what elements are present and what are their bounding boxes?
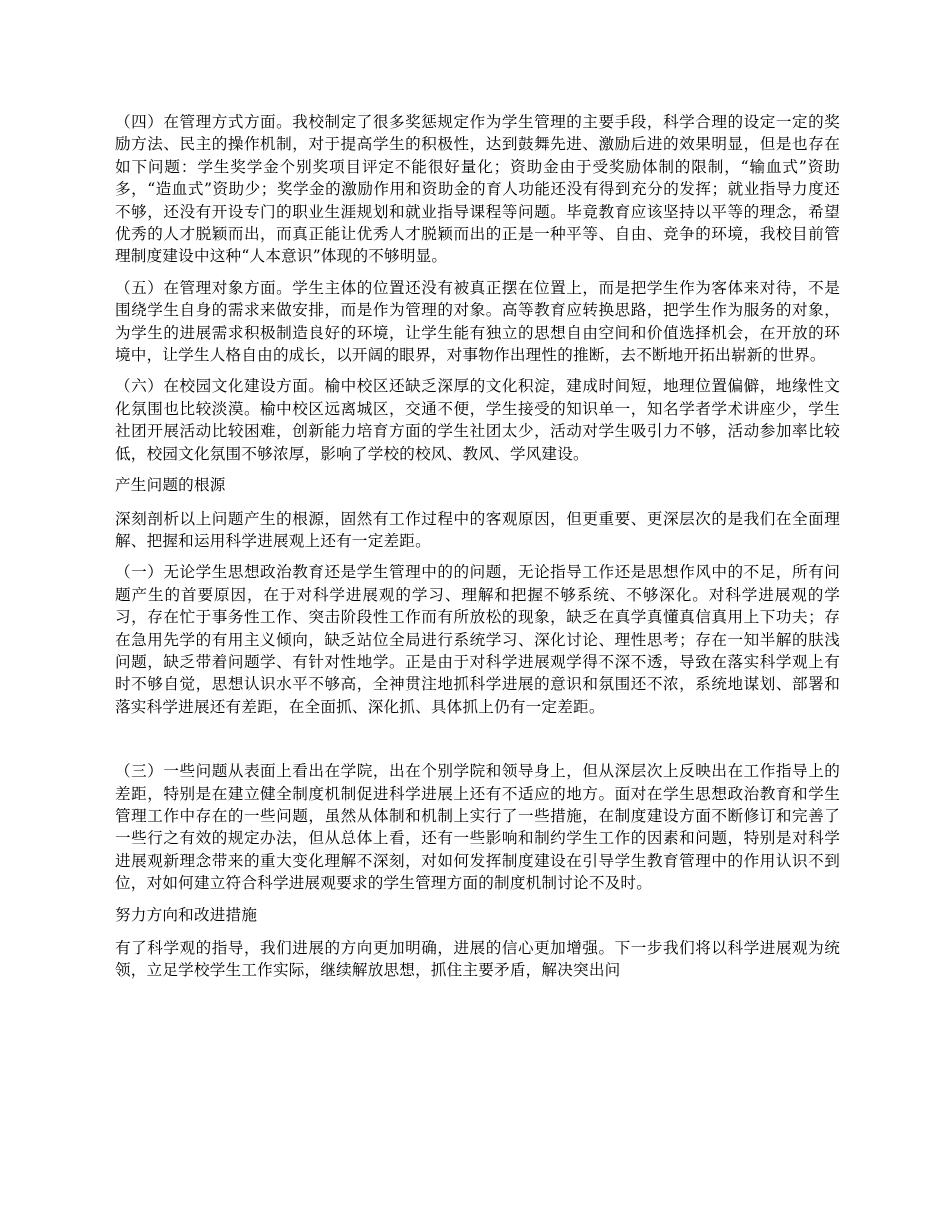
paragraph-root-causes-intro: 深刻剖析以上问题产生的根源，固然有工作过程中的客观原因，但更重要、更深层次的是我们在全面理解、把握和运用科学进展观上还有一定差距。 — [115, 509, 840, 550]
paragraph-management-objects: （五）在管理对象方面。学生主体的位置还没有被真正摆在位置上，而是把学生作为客体来对待，不是围绕学生自身的需求来做安排，而是作为管理的对象。高等教育应转换思路，把学生作为服务的对象，为学生的进展需求积极制造良好的环境，让学生能有独立的思想自由空间和价值选择机会，在开放的环境中，让学生人格自由的成长，以开阔的眼界，对事物作出理性的推断，去不断地开拓出崭新的世界。 — [115, 278, 840, 365]
paragraph-management-methods: （四）在管理方式方面。我校制定了很多奖惩规定作为学生管理的主要手段，科学合理的设定一定的奖励方法、民主的操作机制，对于提高学生的积极性，达到鼓舞先进、激励后进的效果明显，但是也存在如下问题：学生奖学金个别奖项目评定不能很好量化；资助金由于受奖励体制的限制，“输血式”资助多，“造血式”资助少；奖学金的激励作用和资助金的育人功能还没有得到充分的发挥；就业指导力度还不够，还没有开设专门的职业生涯规划和就业指导课程等问题。毕竟教育应该坚持以平等的理念，希望优秀的人才脱颖而出，而真正能让优秀人才脱颖而出的正是一种平等、自由、竞争的环境，我校目前管理制度建设中这种“人本意识”体现的不够明显。 — [115, 113, 840, 266]
paragraph-campus-culture: （六）在校园文化建设方面。榆中校区还缺乏深厚的文化积淀，建成时间短，地理位置偏僻，地缘性文化氛围也比较淡漠。榆中校区远离城区，交通不便，学生接受的知识单一，知名学者学术讲座少，学生社团开展活动比较困难，创新能力培育方面的学生社团太少，活动对学生吸引力不够，活动参加率比较低，校园文化氛围不够浓厚，影响了学校的校风、教风、学风建设。 — [115, 377, 840, 463]
document-body — [115, 111, 840, 991]
paragraph-cause-one: （一）无论学生思想政治教育还是学生管理中的的问题，无论指导工作还是思想作风中的不足，所有问题产生的首要原因，在于对科学进展观的学习、理解和把握不够系统、不够深化。对科学进展观的学习，存在忙于事务性工作、突击阶段性工作而有所放松的现象，缺乏在真学真懂真信真用上下功夫；存在急用先学的有用主义倾向，缺乏站位全局进行系统学习、深化讨论、理性思考；存在一知半解的肤浅问题，缺乏带着问题学、有针对性地学。正是由于对科学进展观学得不深不透，导致在落实科学观上有时不够自觉，思想认识水平不够高，全神贯注地抓科学进展的意识和氛围还不浓，系统地谋划、部署和落实科学进展还有差距，在全面抓、深化抓、具体抓上仍有一定差距。 — [115, 563, 840, 716]
paragraph-improvement-intro: 有了科学观的指导，我们进展的方向更加明确，进展的信心更加增强。下一步我们将以科学进展观为统领，立足学校学生工作实际，继续解放思想，抓住主要矛盾，解决突出问 — [115, 939, 840, 980]
paragraph-cause-three: （三）一些问题从表面上看出在学院，出在个别学院和领导身上，但从深层次上反映出在工作指导上的差距，特别是在建立健全制度机制促进科学进展上还有不适应的地方。面对在学生思想政治教育和学生管理工作中存在的一些问题，虽然从体制和机制上实行了一些措施，在制度建设方面不断修订和完善了一些行之有效的规定办法，但从总体上看，还有一些影响和制约学生工作的因素和问题，特别是对科学进展观新理念带来的重大变化理解不深刻，对如何发挥制度建设在引导学生教育管理中的作用认识不到位，对如何建立符合科学进展观要求的学生管理方面的制度机制讨论不及时。 — [115, 762, 840, 893]
section-heading-root-causes: 产生问题的根源 — [115, 476, 226, 495]
section-heading-improvement: 努力方向和改进措施 — [115, 905, 258, 924]
